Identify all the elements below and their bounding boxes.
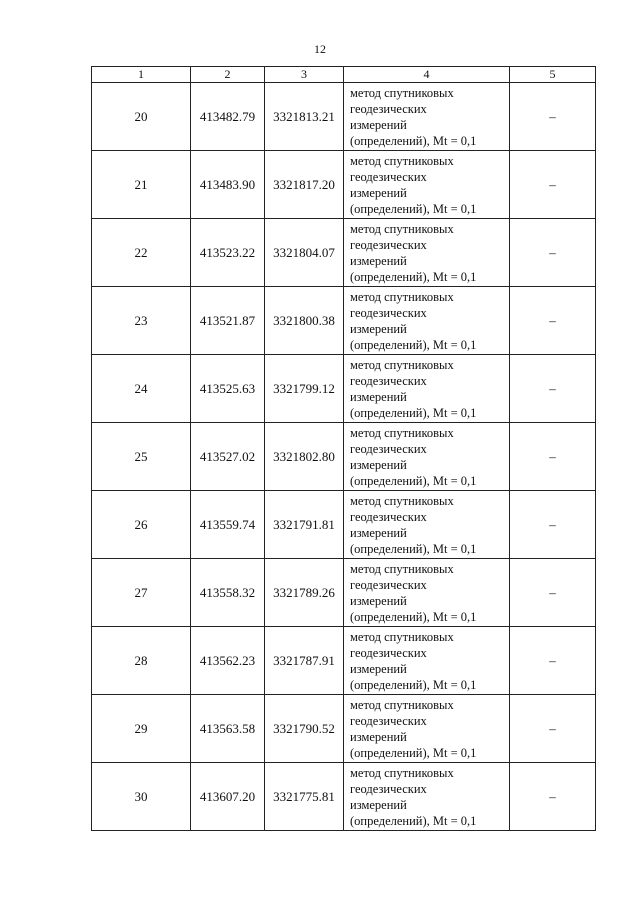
- y-coordinate-cell: 3321799.12: [265, 355, 344, 423]
- note-cell: –: [510, 695, 596, 763]
- method-text-line: (определений), Mt = 0,1: [350, 813, 477, 828]
- x-coordinate-cell: 413607.20: [191, 763, 265, 831]
- point-number-cell: 22: [92, 219, 191, 287]
- method-text-line: измерений: [350, 253, 407, 268]
- table-row: [92, 627, 596, 695]
- method-text-line: метод спутниковых: [350, 221, 454, 236]
- point-number-cell: 21: [92, 151, 191, 219]
- method-cell: [344, 559, 510, 627]
- method-text-line: геодезических: [350, 645, 427, 660]
- note-cell: –: [510, 763, 596, 831]
- method-text-line: измерений: [350, 797, 407, 812]
- method-text-line: (определений), Mt = 0,1: [350, 269, 477, 284]
- point-number-cell: 25: [92, 423, 191, 491]
- column-header-1: 1: [92, 67, 191, 83]
- table-row: [92, 287, 596, 355]
- column-header-5: 5: [510, 67, 596, 83]
- y-coordinate-cell: 3321787.91: [265, 627, 344, 695]
- method-text-line: метод спутниковых: [350, 357, 454, 372]
- method-text-line: (определений), Mt = 0,1: [350, 405, 477, 420]
- note-cell: –: [510, 491, 596, 559]
- point-number-cell: 28: [92, 627, 191, 695]
- method-text-line: метод спутниковых: [350, 697, 454, 712]
- y-coordinate-cell: 3321790.52: [265, 695, 344, 763]
- y-coordinate-cell: 3321813.21: [265, 83, 344, 151]
- method-text-line: измерений: [350, 389, 407, 404]
- y-coordinate-cell: 3321789.26: [265, 559, 344, 627]
- method-text-line: (определений), Mt = 0,1: [350, 745, 477, 760]
- method-text-line: измерений: [350, 185, 407, 200]
- method-text-line: измерений: [350, 525, 407, 540]
- column-header-4: 4: [344, 67, 510, 83]
- point-number-cell: 29: [92, 695, 191, 763]
- y-coordinate-cell: 3321817.20: [265, 151, 344, 219]
- method-text-line: геодезических: [350, 373, 427, 388]
- table-header-row: [92, 67, 596, 83]
- method-text-line: измерений: [350, 117, 407, 132]
- note-cell: –: [510, 151, 596, 219]
- method-text-line: (определений), Mt = 0,1: [350, 677, 477, 692]
- x-coordinate-cell: 413483.90: [191, 151, 265, 219]
- x-coordinate-cell: 413523.22: [191, 219, 265, 287]
- method-text-line: метод спутниковых: [350, 561, 454, 576]
- point-number-cell: 26: [92, 491, 191, 559]
- note-cell: –: [510, 219, 596, 287]
- point-number-cell: 20: [92, 83, 191, 151]
- x-coordinate-cell: 413563.58: [191, 695, 265, 763]
- method-cell: [344, 151, 510, 219]
- table-row: [92, 423, 596, 491]
- method-text-line: геодезических: [350, 577, 427, 592]
- method-text-line: измерений: [350, 321, 407, 336]
- method-text-line: измерений: [350, 593, 407, 608]
- method-text-line: геодезических: [350, 169, 427, 184]
- x-coordinate-cell: 413482.79: [191, 83, 265, 151]
- table-row: [92, 355, 596, 423]
- x-coordinate-cell: 413559.74: [191, 491, 265, 559]
- point-number-cell: 24: [92, 355, 191, 423]
- method-cell: [344, 219, 510, 287]
- method-text-line: геодезических: [350, 441, 427, 456]
- method-text-line: метод спутниковых: [350, 153, 454, 168]
- method-text-line: геодезических: [350, 781, 427, 796]
- method-text-line: геодезических: [350, 305, 427, 320]
- method-text-line: геодезических: [350, 237, 427, 252]
- y-coordinate-cell: 3321791.81: [265, 491, 344, 559]
- x-coordinate-cell: 413525.63: [191, 355, 265, 423]
- method-text-line: геодезических: [350, 713, 427, 728]
- method-text-line: измерений: [350, 457, 407, 472]
- method-text-line: (определений), Mt = 0,1: [350, 541, 477, 556]
- method-text-line: метод спутниковых: [350, 765, 454, 780]
- note-cell: –: [510, 287, 596, 355]
- page-number: 12: [314, 42, 326, 56]
- method-cell: [344, 491, 510, 559]
- point-number-cell: 23: [92, 287, 191, 355]
- y-coordinate-cell: 3321800.38: [265, 287, 344, 355]
- method-cell: [344, 627, 510, 695]
- table-row: [92, 763, 596, 831]
- table-row: [92, 491, 596, 559]
- method-cell: [344, 287, 510, 355]
- table-row: [92, 219, 596, 287]
- method-text-line: (определений), Mt = 0,1: [350, 609, 477, 624]
- y-coordinate-cell: 3321802.80: [265, 423, 344, 491]
- point-number-cell: 30: [92, 763, 191, 831]
- method-text-line: (определений), Mt = 0,1: [350, 337, 477, 352]
- method-text-line: геодезических: [350, 509, 427, 524]
- method-text-line: метод спутниковых: [350, 493, 454, 508]
- table-row: [92, 151, 596, 219]
- method-text-line: (определений), Mt = 0,1: [350, 473, 477, 488]
- method-text-line: (определений), Mt = 0,1: [350, 201, 477, 216]
- x-coordinate-cell: 413562.23: [191, 627, 265, 695]
- note-cell: –: [510, 627, 596, 695]
- method-text-line: (определений), Mt = 0,1: [350, 133, 477, 148]
- method-text-line: метод спутниковых: [350, 629, 454, 644]
- y-coordinate-cell: 3321775.81: [265, 763, 344, 831]
- y-coordinate-cell: 3321804.07: [265, 219, 344, 287]
- table-row: [92, 83, 596, 151]
- point-number-cell: 27: [92, 559, 191, 627]
- note-cell: –: [510, 83, 596, 151]
- method-cell: [344, 83, 510, 151]
- table-body: [92, 83, 596, 831]
- x-coordinate-cell: 413521.87: [191, 287, 265, 355]
- note-cell: –: [510, 355, 596, 423]
- table-row: [92, 559, 596, 627]
- method-cell: [344, 423, 510, 491]
- coordinates-table: [91, 66, 596, 831]
- column-header-2: 2: [191, 67, 265, 83]
- method-text-line: метод спутниковых: [350, 425, 454, 440]
- x-coordinate-cell: 413558.32: [191, 559, 265, 627]
- x-coordinate-cell: 413527.02: [191, 423, 265, 491]
- method-text-line: геодезических: [350, 101, 427, 116]
- method-text-line: метод спутниковых: [350, 289, 454, 304]
- method-text-line: метод спутниковых: [350, 85, 454, 100]
- column-header-3: 3: [265, 67, 344, 83]
- note-cell: –: [510, 559, 596, 627]
- table-row: [92, 695, 596, 763]
- method-text-line: измерений: [350, 661, 407, 676]
- method-cell: [344, 763, 510, 831]
- method-cell: [344, 355, 510, 423]
- note-cell: –: [510, 423, 596, 491]
- method-cell: [344, 695, 510, 763]
- method-text-line: измерений: [350, 729, 407, 744]
